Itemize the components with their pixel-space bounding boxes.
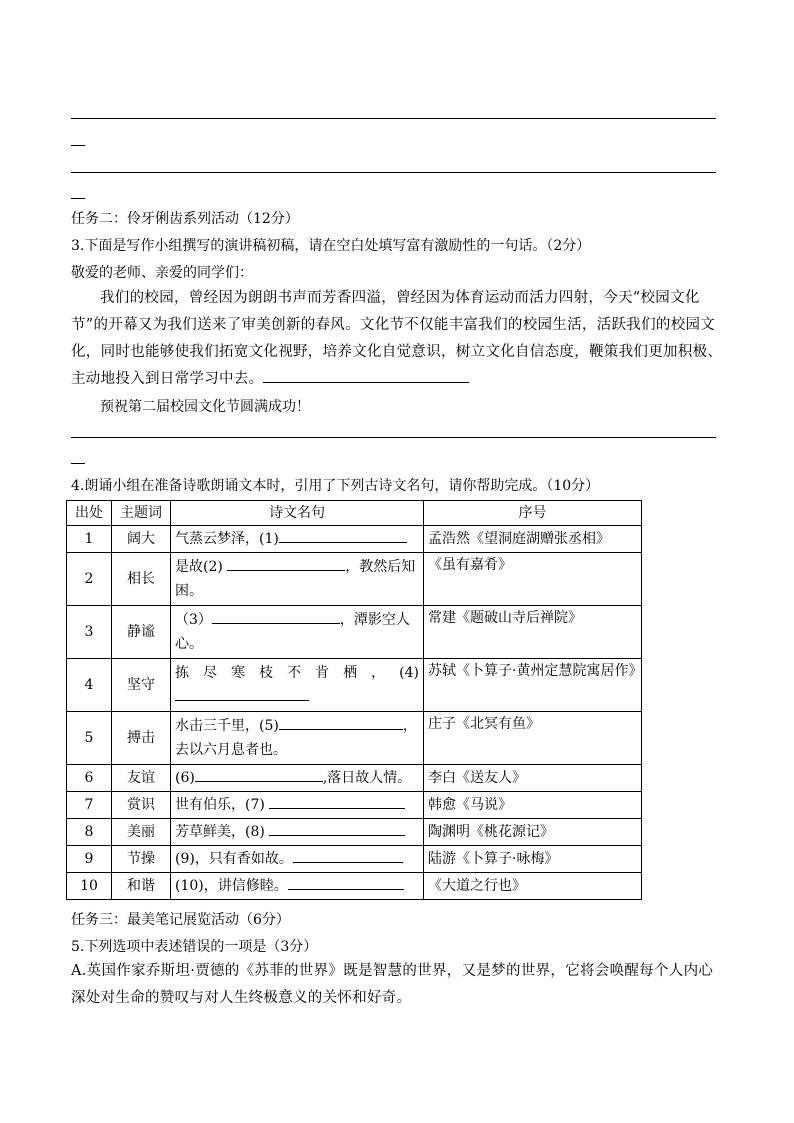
poem-text: 拣尽寒枝不肯栖， <box>175 665 400 681</box>
row-poem-line <box>171 712 424 765</box>
row-number: 9 <box>67 846 112 873</box>
poem-text: (4) <box>399 665 419 681</box>
speech-greeting: 敬爱的老师、亲爱的同学们： <box>71 265 253 281</box>
row-poem-line <box>171 765 424 792</box>
row-number: 4 <box>67 659 112 712</box>
poem-table <box>66 500 642 900</box>
table-row <box>67 712 642 765</box>
fill-blank[interactable] <box>288 875 404 890</box>
header-line: 诗文名句 <box>171 501 424 526</box>
row-topic: 赏识 <box>112 792 171 819</box>
task3-title: 任务三：最美笔记展览活动（6分） <box>71 912 290 928</box>
row-source: 庄子《北冥有鱼》 <box>424 712 642 765</box>
fill-blank[interactable] <box>279 715 403 730</box>
table-row <box>67 553 642 606</box>
poem-text: (6) <box>175 770 195 786</box>
row-number: 7 <box>67 792 112 819</box>
fill-blank[interactable] <box>195 767 323 782</box>
row-topic: 阔大 <box>112 526 171 553</box>
answer-line-tail <box>71 463 85 464</box>
fill-blank[interactable] <box>212 609 340 624</box>
header-source: 出处 <box>67 501 112 526</box>
answer-line[interactable] <box>71 172 716 173</box>
row-number: 3 <box>67 606 112 659</box>
answer-line-tail <box>71 198 85 199</box>
poem-text: （3） <box>175 612 212 628</box>
poem-text: ，教然后知困。 <box>175 559 416 599</box>
speech-blank[interactable] <box>263 368 469 383</box>
fill-blank[interactable] <box>269 794 405 809</box>
row-topic: 静谧 <box>112 606 171 659</box>
poem-text: 气蒸云梦泽，(1) <box>175 531 279 547</box>
table-row <box>67 526 642 553</box>
poem-text: (10)，讲信修睦。 <box>175 878 288 894</box>
row-topic: 坚守 <box>112 659 171 712</box>
table-header-row <box>67 501 642 526</box>
header-number: 序号 <box>424 501 642 526</box>
row-poem-line <box>171 553 424 606</box>
row-number: 10 <box>67 873 112 900</box>
speech-text: 我们的校园，曾经因为朗朗书声而芳香四溢，曾经因为体育运动而活力四射，今天“校园文化节”的开幕又为我们送来了审美创新的春风。文化节不仅能丰富我们的校园生活，活跃我们的校园文化，同时也能够使我们拓宽文化视野，培养文化自觉意识，树立文化自信态度，鞭策我们更加积极、主动地投入到日常学习中去。 <box>71 290 723 387</box>
row-poem-line <box>171 659 424 712</box>
table-row <box>67 606 642 659</box>
poem-text: 水击三千里，(5) <box>175 718 279 734</box>
poem-text: 是故(2) <box>175 559 228 575</box>
option-a[interactable]: A.英国作家乔斯坦·贾德的《苏菲的世界》既是智慧的世界，又是梦的世界，它将会唤醒每个人内心深处对生命的赞叹与对人生终极意义的关怀和好奇。 <box>71 963 714 1006</box>
poem-text: 芳草鲜美，(8) <box>175 824 270 840</box>
row-source: 陶渊明《桃花源记》 <box>424 819 642 846</box>
fill-blank[interactable] <box>227 556 345 571</box>
speech-closing: 预祝第二届校园文化节圆满成功！ <box>100 399 310 415</box>
fill-blank[interactable] <box>269 821 405 836</box>
table-row <box>67 873 642 900</box>
row-source: 李白《送友人》 <box>424 765 642 792</box>
row-topic: 友谊 <box>112 765 171 792</box>
row-number: 8 <box>67 819 112 846</box>
row-source: 《大道之行也》 <box>424 873 642 900</box>
row-poem-line <box>171 792 424 819</box>
row-poem-line <box>171 846 424 873</box>
row-source: 韩愈《马说》 <box>424 792 642 819</box>
fill-blank[interactable] <box>175 686 309 701</box>
row-poem-line <box>171 819 424 846</box>
poem-text: (9)，只有香如故。 <box>175 851 293 867</box>
poem-text-justified <box>175 661 419 685</box>
fill-blank[interactable] <box>293 848 403 863</box>
header-topic: 主题词 <box>112 501 171 526</box>
row-topic: 相长 <box>112 553 171 606</box>
fill-blank[interactable] <box>279 528 407 543</box>
row-source: 《虽有嘉肴》 <box>424 553 642 606</box>
answer-line-tail <box>71 145 85 146</box>
table-row <box>67 659 642 712</box>
row-topic: 节操 <box>112 846 171 873</box>
poem-text: 世有伯乐，(7) <box>175 797 270 813</box>
row-source: 陆游《卜算子·咏梅》 <box>424 846 642 873</box>
row-number: 2 <box>67 553 112 606</box>
table-row <box>67 846 642 873</box>
row-source: 孟浩然《望洞庭湖赠张丞相》 <box>424 526 642 553</box>
row-number: 5 <box>67 712 112 765</box>
row-number: 1 <box>67 526 112 553</box>
poem-text: ，潭影空人心。 <box>175 612 410 652</box>
task2-title: 任务二：伶牙俐齿系列活动（12分） <box>71 211 299 227</box>
question-3: 3.下面是写作小组撰写的演讲稿初稿，请在空白处填写富有激励性的一句话。（2分） <box>71 238 591 254</box>
row-source: 苏轼《卜算子·黄州定慧院寓居作》 <box>424 659 642 712</box>
row-poem-line <box>171 526 424 553</box>
poem-text: ，去以六月息者也。 <box>175 718 417 758</box>
row-topic: 美丽 <box>112 819 171 846</box>
question-5: 5.下列选项中表述错误的一项是（3分） <box>71 939 318 955</box>
table-row <box>67 792 642 819</box>
answer-line[interactable] <box>71 437 716 438</box>
table-row <box>67 819 642 846</box>
table-row <box>67 765 642 792</box>
row-topic: 和谐 <box>112 873 171 900</box>
row-topic: 搏击 <box>112 712 171 765</box>
question-4: 4.朗诵小组在准备诗歌朗诵文本时，引用了下列古诗文名句，请你帮助完成。（10分） <box>71 478 600 494</box>
row-number: 6 <box>67 765 112 792</box>
row-source: 常建《题破山寺后禅院》 <box>424 606 642 659</box>
row-poem-line <box>171 606 424 659</box>
answer-line[interactable] <box>71 118 716 119</box>
poem-text: ,落日故人情。 <box>322 770 412 786</box>
row-poem-line <box>171 873 424 900</box>
speech-paragraph <box>71 285 723 393</box>
